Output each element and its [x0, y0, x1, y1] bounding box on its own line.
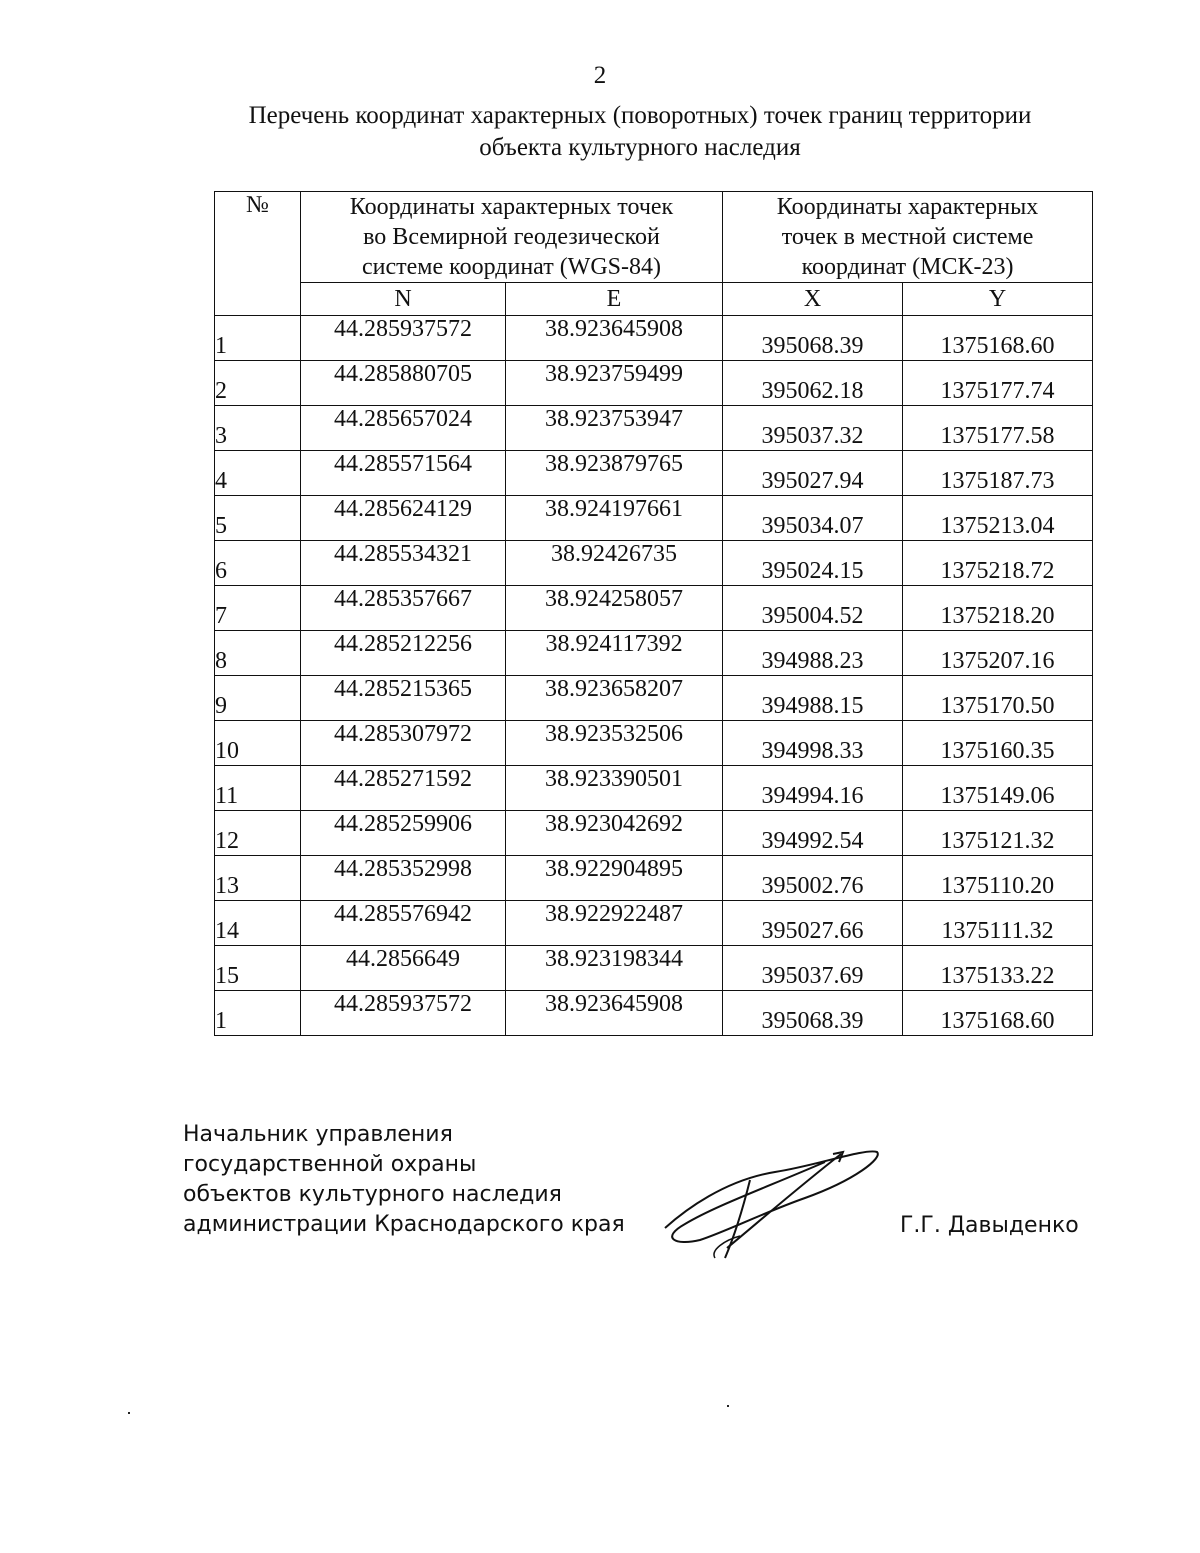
cell-y: 1375133.22: [903, 946, 1093, 991]
cell-y: 1375213.04: [903, 496, 1093, 541]
cell-e: 38.923658207: [506, 676, 723, 721]
header-e: E: [506, 283, 723, 316]
point-number: 15: [215, 946, 301, 991]
scan-speck: [128, 1412, 130, 1414]
point-number: 8: [215, 631, 301, 676]
cell-y: 1375160.35: [903, 721, 1093, 766]
cell-e: 38.923879765: [506, 451, 723, 496]
table-row: [215, 766, 1093, 811]
table-row: [215, 946, 1093, 991]
point-number: 4: [215, 451, 301, 496]
cell-n: 44.285215365: [301, 676, 506, 721]
table-row: [215, 856, 1093, 901]
point-number: 3: [215, 406, 301, 451]
cell-n: 44.285307972: [301, 721, 506, 766]
cell-x: 395068.39: [723, 316, 903, 361]
cell-n: 44.285624129: [301, 496, 506, 541]
cell-e: 38.924258057: [506, 586, 723, 631]
cell-y: 1375207.16: [903, 631, 1093, 676]
table-row: [215, 721, 1093, 766]
point-number: 13: [215, 856, 301, 901]
cell-e: 38.923042692: [506, 811, 723, 856]
cell-x: 394988.15: [723, 676, 903, 721]
cell-x: 395002.76: [723, 856, 903, 901]
point-number: 7: [215, 586, 301, 631]
table-row: [215, 676, 1093, 721]
cell-x: 394992.54: [723, 811, 903, 856]
point-number: 9: [215, 676, 301, 721]
cell-x: 395037.69: [723, 946, 903, 991]
document-title: [140, 100, 1140, 164]
cell-e: 38.924197661: [506, 496, 723, 541]
cell-n: 44.285880705: [301, 361, 506, 406]
cell-e: 38.922904895: [506, 856, 723, 901]
cell-y: 1375168.60: [903, 316, 1093, 361]
cell-n: 44.285352998: [301, 856, 506, 901]
cell-n: 44.285534321: [301, 541, 506, 586]
header-y: Y: [903, 283, 1093, 316]
cell-y: 1375110.20: [903, 856, 1093, 901]
cell-n: 44.2856649: [301, 946, 506, 991]
cell-n: 44.285657024: [301, 406, 506, 451]
table-row: [215, 901, 1093, 946]
table-row: [215, 586, 1093, 631]
point-number: 6: [215, 541, 301, 586]
cell-e: 38.923645908: [506, 316, 723, 361]
cell-y: 1375170.50: [903, 676, 1093, 721]
cell-y: 1375187.73: [903, 451, 1093, 496]
table-row: [215, 316, 1093, 361]
point-number: 10: [215, 721, 301, 766]
cell-e: 38.92426735: [506, 541, 723, 586]
table-row: [215, 811, 1093, 856]
cell-y: 1375218.20: [903, 586, 1093, 631]
cell-n: 44.285259906: [301, 811, 506, 856]
cell-x: 394998.33: [723, 721, 903, 766]
cell-y: 1375177.74: [903, 361, 1093, 406]
table-row: [215, 631, 1093, 676]
cell-n: 44.285357667: [301, 586, 506, 631]
cell-n: 44.285937572: [301, 316, 506, 361]
point-number: 12: [215, 811, 301, 856]
cell-e: 38.923390501: [506, 766, 723, 811]
table-row: [215, 361, 1093, 406]
cell-n: 44.285576942: [301, 901, 506, 946]
cell-n: 44.285212256: [301, 631, 506, 676]
header-n: N: [301, 283, 506, 316]
coordinates-table: [214, 191, 1093, 1036]
cell-x: 394994.16: [723, 766, 903, 811]
cell-e: 38.923532506: [506, 721, 723, 766]
table-row: [215, 541, 1093, 586]
cell-x: 395024.15: [723, 541, 903, 586]
cell-e: 38.923753947: [506, 406, 723, 451]
point-number: 14: [215, 901, 301, 946]
cell-e: 38.924117392: [506, 631, 723, 676]
cell-n: 44.285571564: [301, 451, 506, 496]
cell-x: 394988.23: [723, 631, 903, 676]
point-number: 11: [215, 766, 301, 811]
point-number: 5: [215, 496, 301, 541]
header-number: №: [215, 192, 301, 316]
cell-x: 395027.94: [723, 451, 903, 496]
cell-x: 395004.52: [723, 586, 903, 631]
table-row: [215, 406, 1093, 451]
point-number: 1: [215, 316, 301, 361]
cell-x: 395062.18: [723, 361, 903, 406]
header-msk23: Координаты характерных точек в местной системе координат (МСК-23): [723, 192, 1093, 283]
cell-x: 395037.32: [723, 406, 903, 451]
signatory-position: Начальник управления государственной охраны объектов культурного наследия администрации Краснодарского края: [183, 1122, 625, 1237]
handwritten-signature: [655, 1140, 885, 1270]
cell-n: 44.285937572: [301, 991, 506, 1036]
cell-e: 38.923198344: [506, 946, 723, 991]
page-number: 2: [593, 62, 607, 89]
table-row: [215, 496, 1093, 541]
cell-e: 38.923645908: [506, 991, 723, 1036]
point-number: 2: [215, 361, 301, 406]
cell-x: 395027.66: [723, 901, 903, 946]
header-x: X: [723, 283, 903, 316]
cell-e: 38.922922487: [506, 901, 723, 946]
cell-y: 1375177.58: [903, 406, 1093, 451]
cell-x: 395068.39: [723, 991, 903, 1036]
cell-y: 1375168.60: [903, 991, 1093, 1036]
cell-n: 44.285271592: [301, 766, 506, 811]
title-line-1: Перечень координат характерных (поворотных) точек границ территории: [248, 102, 1032, 129]
title-line-2: объекта культурного наследия: [479, 134, 801, 161]
header-wgs84: Координаты характерных точек во Всемирной геодезической системе координат (WGS-84): [301, 192, 723, 283]
table-row: [215, 451, 1093, 496]
point-number: 1: [215, 991, 301, 1036]
table-row: [215, 991, 1093, 1036]
cell-y: 1375111.32: [903, 901, 1093, 946]
cell-y: 1375121.32: [903, 811, 1093, 856]
cell-e: 38.923759499: [506, 361, 723, 406]
scan-speck: [727, 1405, 729, 1407]
cell-y: 1375149.06: [903, 766, 1093, 811]
cell-y: 1375218.72: [903, 541, 1093, 586]
cell-x: 395034.07: [723, 496, 903, 541]
signatory-name: Г.Г. Давыденко: [900, 1213, 1079, 1238]
